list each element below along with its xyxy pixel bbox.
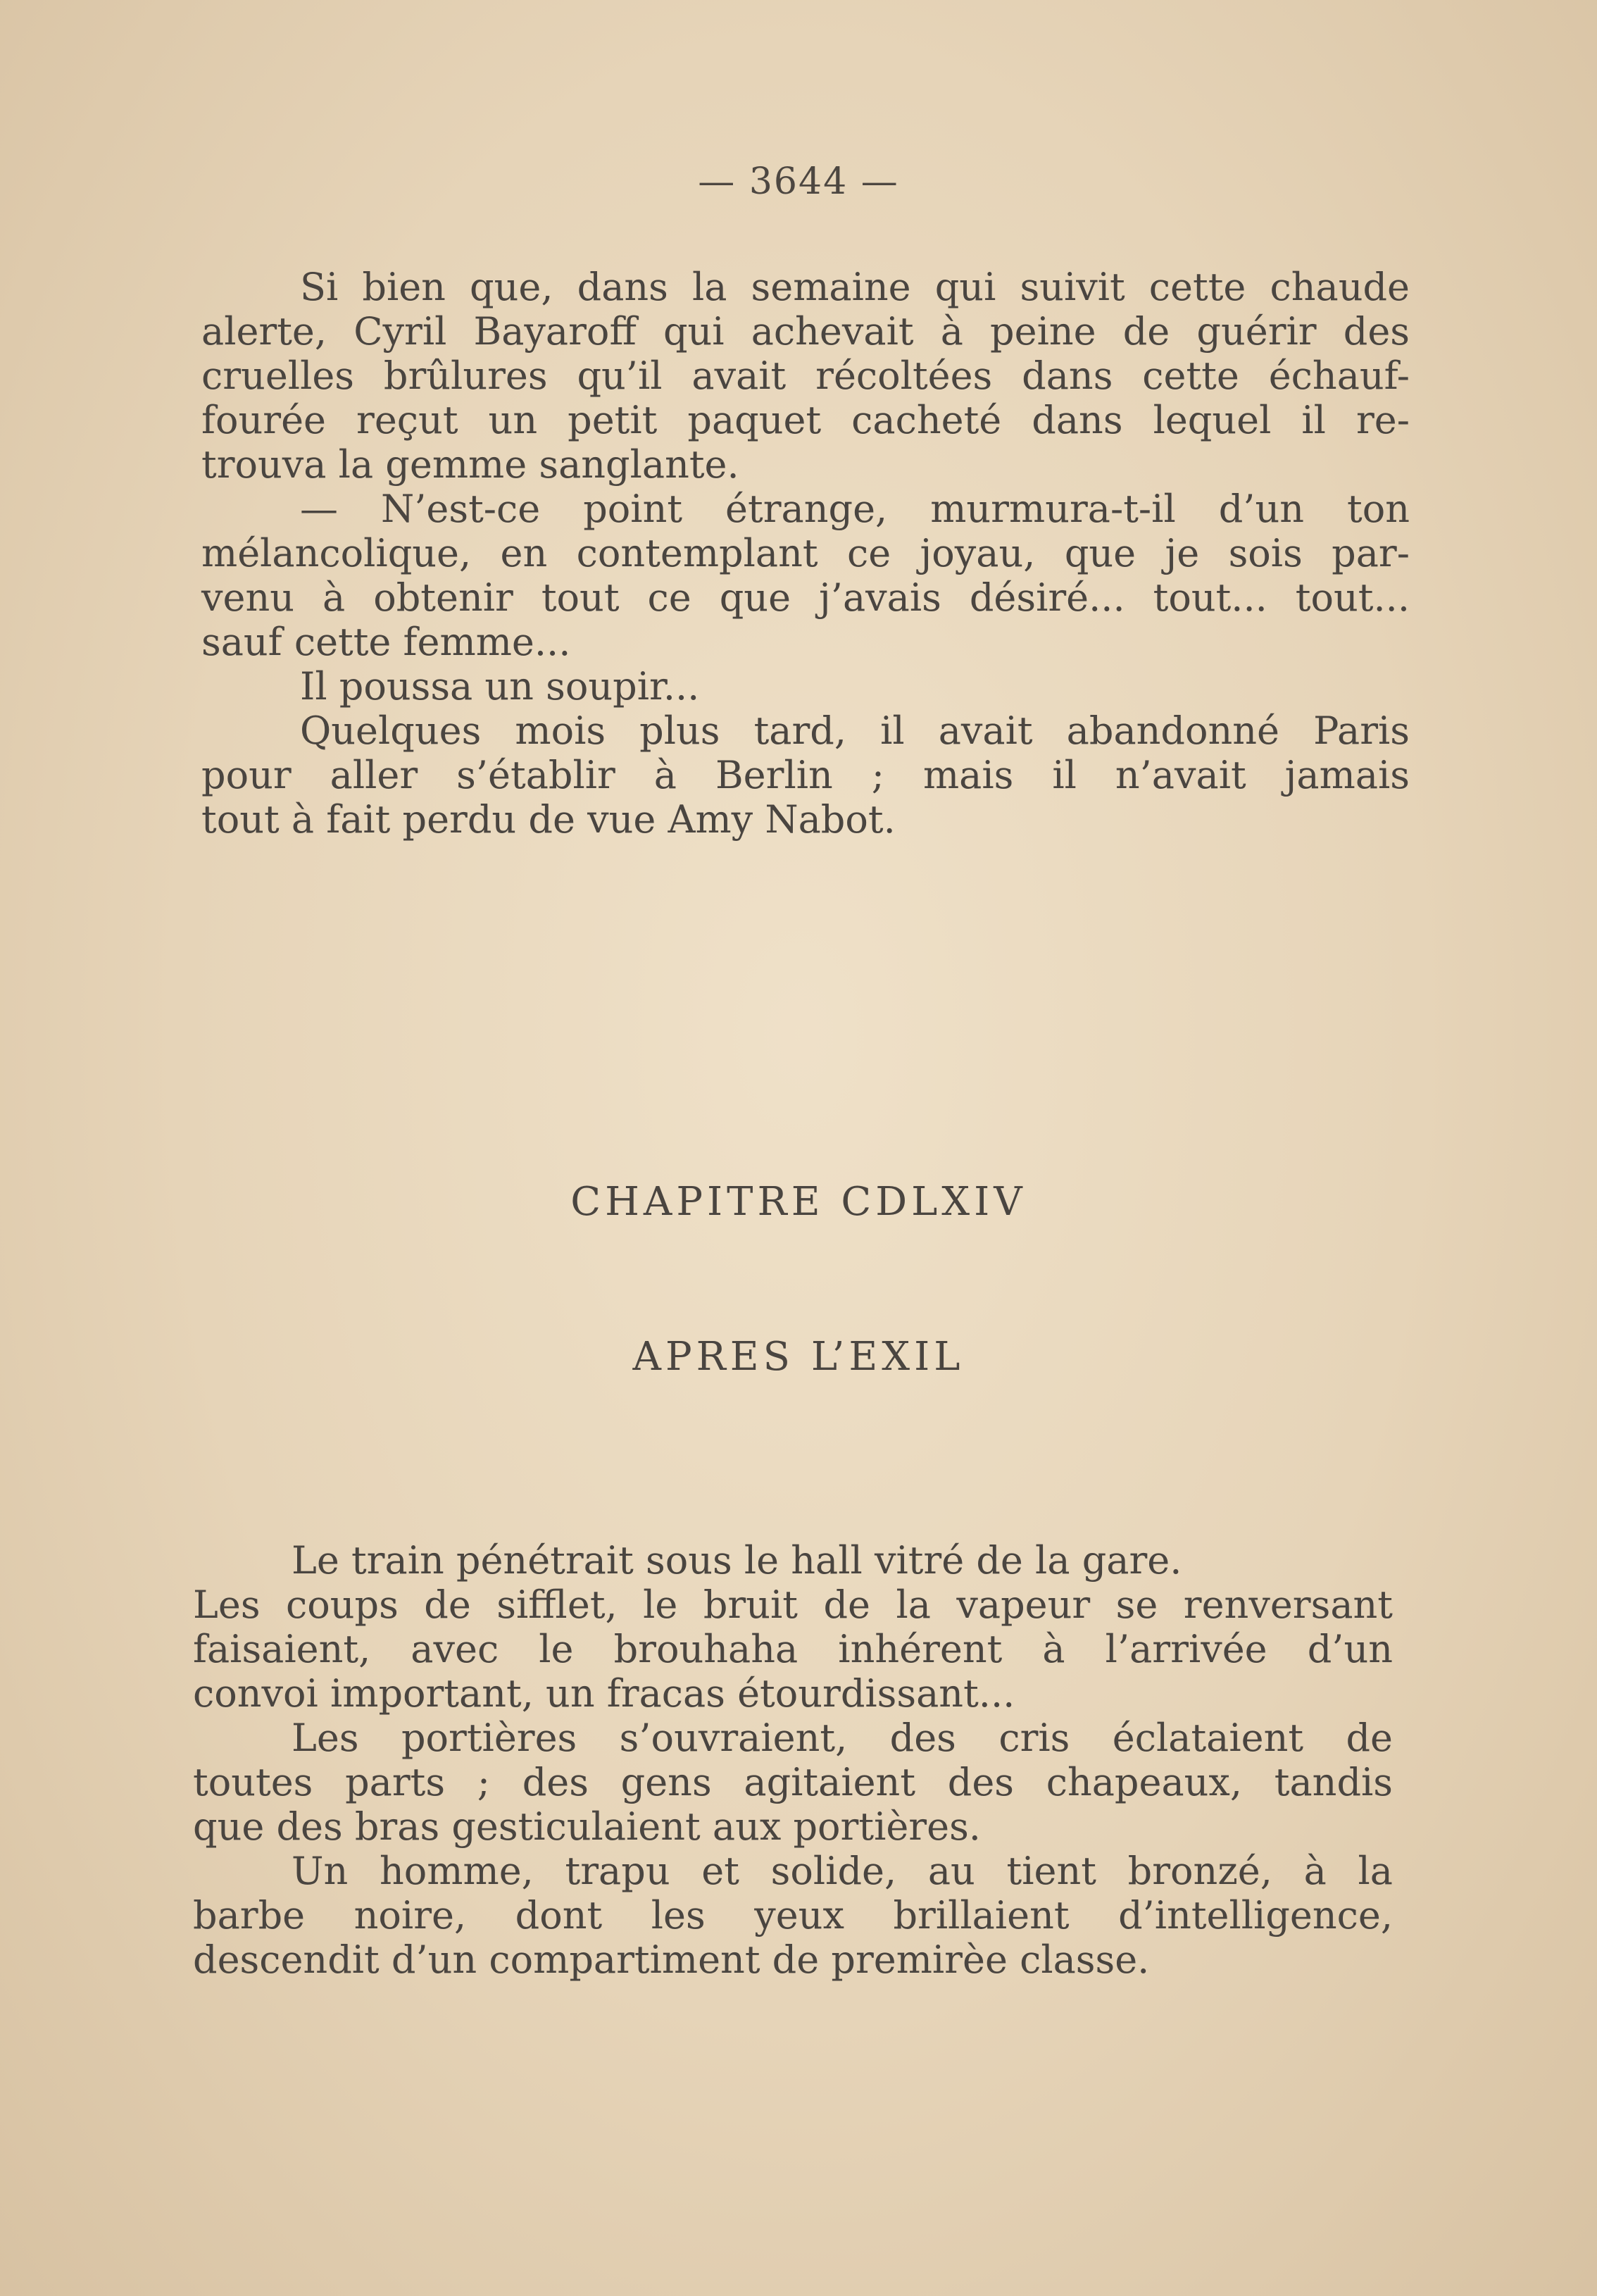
text-line: toutes parts ; des gens agitaient des chapeaux, tandis (193, 1760, 1393, 1804)
text-line: tout à fait perdu de vue Amy Nabot. (201, 797, 896, 842)
text-line: mélancolique, en contemplant ce joyau, que je sois par- (201, 531, 1410, 575)
text-line: Quelques mois plus tard, il avait abandonné Paris (300, 709, 1410, 753)
text-line: convoi important, un fracas étourdissant... (193, 1671, 1015, 1716)
paragraph (193, 1538, 1393, 1583)
chapter-subtitle: APRES L’EXIL (632, 1334, 965, 1380)
paragraph (201, 664, 1410, 709)
text-line: sauf cette femme... (201, 620, 571, 664)
text-line: faisaient, avec le brouhaha inhérent à l’arrivée d’un (193, 1627, 1393, 1671)
text-line: descendit d’un compartiment de premirèe classe. (193, 1938, 1150, 1982)
paragraph (193, 1583, 1393, 1716)
text-line: barbe noire, dont les yeux brillaient d’intelligence, (193, 1893, 1393, 1938)
page-number: — 3644 — (698, 161, 899, 203)
text-line: Le train pénétrait sous le hall vitré de la gare. (292, 1538, 1182, 1583)
text-section-1 (201, 265, 1410, 842)
text-line: venu à obtenir tout ce que j’avais désiré... tout... tout... (201, 575, 1410, 620)
text-line: trouva la gemme sanglante. (201, 442, 739, 487)
text-line: — N’est-ce point étrange, murmura-t-il d’un ton (300, 487, 1410, 531)
paragraph (193, 1849, 1393, 1982)
chapter-title: CHAPITRE CDLXIV (570, 1179, 1027, 1225)
text-line: Il poussa un soupir... (300, 664, 700, 709)
paragraph (193, 1716, 1393, 1849)
text-line: Les coups de sifflet, le bruit de la vapeur se renversant (193, 1583, 1393, 1627)
text-line: alerte, Cyril Bayaroff qui achevait à peine de guérir des (201, 309, 1410, 354)
paragraph (201, 487, 1410, 664)
text-line: fourée reçut un petit paquet cacheté dans lequel il re- (201, 398, 1410, 442)
text-line: Si bien que, dans la semaine qui suivit cette chaude (300, 265, 1410, 309)
paragraph (201, 265, 1410, 487)
text-line: Les portières s’ouvraient, des cris éclataient de (292, 1716, 1393, 1760)
text-section-2 (193, 1538, 1393, 1982)
text-line: cruelles brûlures qu’il avait récoltées dans cette échauf- (201, 354, 1410, 398)
text-line: que des bras gesticulaient aux portières. (193, 1804, 981, 1849)
text-line: Un homme, trapu et solide, au tient bronzé, à la (292, 1849, 1393, 1893)
paragraph (201, 709, 1410, 842)
text-line: pour aller s’établir à Berlin ; mais il n’avait jamais (201, 753, 1410, 797)
